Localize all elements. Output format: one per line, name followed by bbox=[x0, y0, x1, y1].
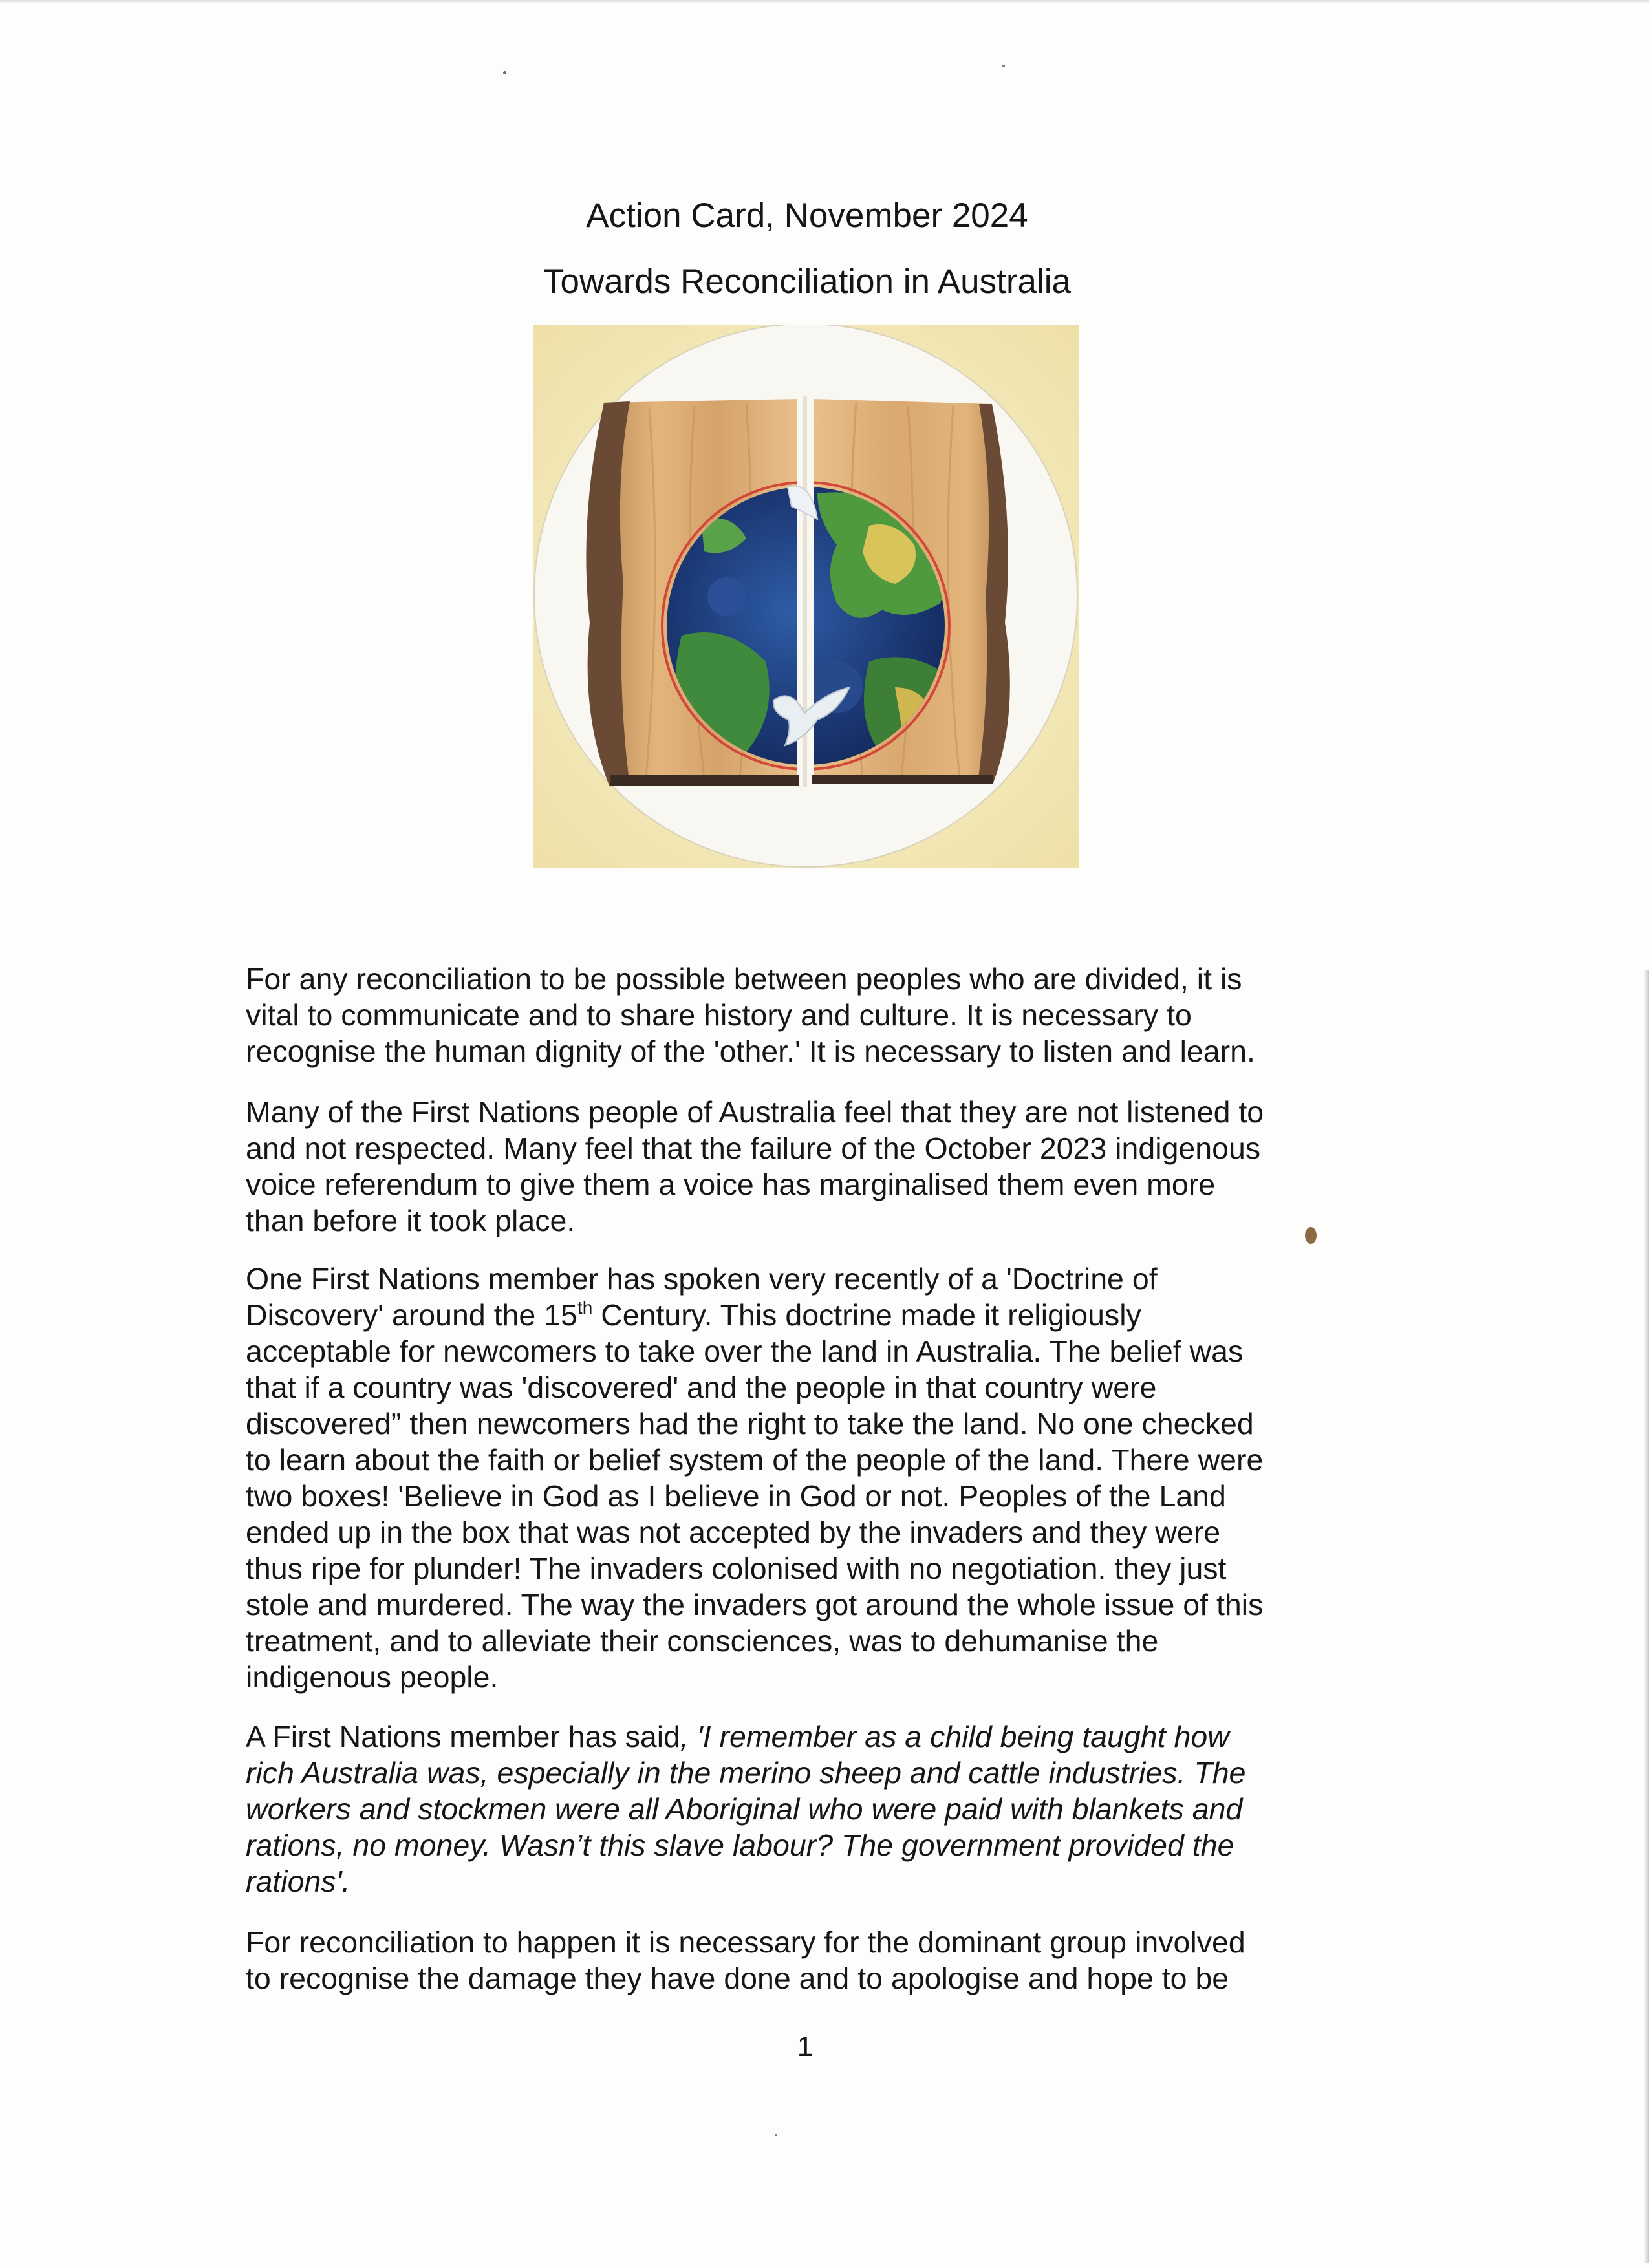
paragraph-line: voice referendum to give them a voice has marginalised them even more bbox=[246, 1168, 1216, 1201]
paragraph bbox=[246, 1094, 1358, 1239]
paragraph-line: treatment, and to alleviate their consciences, was to dehumanise the bbox=[246, 1624, 1159, 1658]
paragraph-line: Many of the First Nations people of Australia feel that they are not listened to bbox=[246, 1095, 1264, 1129]
paragraph-line: than before it took place. bbox=[246, 1204, 576, 1237]
paragraph-line: One First Nations member has spoken very recently of a 'Doctrine of bbox=[246, 1262, 1158, 1296]
text-run: A First Nations member has said bbox=[246, 1720, 680, 1753]
paragraph bbox=[246, 961, 1358, 1069]
superscript: th bbox=[577, 1298, 593, 1318]
paragraph-line: recognise the human dignity of the 'other.' It is necessary to listen and learn. bbox=[246, 1034, 1255, 1068]
page-number: 1 bbox=[797, 2031, 814, 2062]
paragraph-line: and not respected. Many feel that the failure of the October 2023 indigenous bbox=[246, 1131, 1261, 1165]
quote-line: rations'. bbox=[246, 1865, 350, 1898]
paragraph-line: that if a country was 'discovered' and the people in that country were bbox=[246, 1371, 1157, 1404]
paragraph-line: acceptable for newcomers to take over the land in Australia. The belief was bbox=[246, 1334, 1244, 1368]
scan-speck bbox=[503, 71, 506, 74]
quote-text: , 'I remember as a child being taught how bbox=[680, 1720, 1229, 1753]
paragraph-line: For any reconciliation to be possible between peoples who are divided, it is bbox=[246, 962, 1242, 996]
paragraph-line: stole and murdered. The way the invaders got around the whole issue of this bbox=[246, 1588, 1264, 1621]
scan-speck bbox=[775, 2134, 777, 2136]
paragraph-line: For reconciliation to happen it is necessary for the dominant group involved bbox=[246, 1925, 1245, 1959]
paragraph-line: vital to communicate and to share history and culture. It is necessary to bbox=[246, 998, 1192, 1032]
page-title: Action Card, November 2024 bbox=[586, 197, 1028, 235]
paragraph-line: discovered” then newcomers had the right to take the land. No one checked bbox=[246, 1407, 1254, 1440]
quote-line: rations, no money. Wasn’t this slave labour? The government provided the bbox=[246, 1828, 1234, 1862]
paragraph-line bbox=[246, 1718, 1358, 1755]
reconciliation-artwork bbox=[533, 325, 1079, 868]
paragraph-line bbox=[246, 1297, 1358, 1333]
text-run: Century. This doctrine made it religiously bbox=[592, 1298, 1141, 1332]
paragraph bbox=[246, 1924, 1358, 1996]
scan-speck bbox=[1305, 1227, 1317, 1244]
scan-edge bbox=[0, 0, 1649, 3]
paragraph-line: two boxes! 'Believe in God as I believe in God or not. Peoples of the Land bbox=[246, 1479, 1226, 1513]
quote-paragraph bbox=[246, 1718, 1358, 1899]
paragraph bbox=[246, 1261, 1358, 1695]
quote-line: workers and stockmen were all Aboriginal who were paid with blankets and bbox=[246, 1792, 1243, 1826]
paragraph-line: to learn about the faith or belief system of the people of the land. There were bbox=[246, 1443, 1264, 1477]
paragraph-line: to recognise the damage they have done and to apologise and hope to be bbox=[246, 1962, 1229, 1995]
page-subtitle: Towards Reconciliation in Australia bbox=[543, 262, 1071, 301]
scan-edge bbox=[1644, 970, 1649, 2263]
paragraph-line: ended up in the box that was not accepted by the invaders and they were bbox=[246, 1515, 1221, 1549]
scan-speck bbox=[1002, 65, 1005, 67]
text-run: Discovery' around the 15 bbox=[246, 1298, 577, 1332]
paragraph-line: thus ripe for plunder! The invaders colonised with no negotiation. they just bbox=[246, 1552, 1227, 1585]
paragraph-line: indigenous people. bbox=[246, 1660, 499, 1694]
quote-line: rich Australia was, especially in the merino sheep and cattle industries. The bbox=[246, 1756, 1246, 1790]
